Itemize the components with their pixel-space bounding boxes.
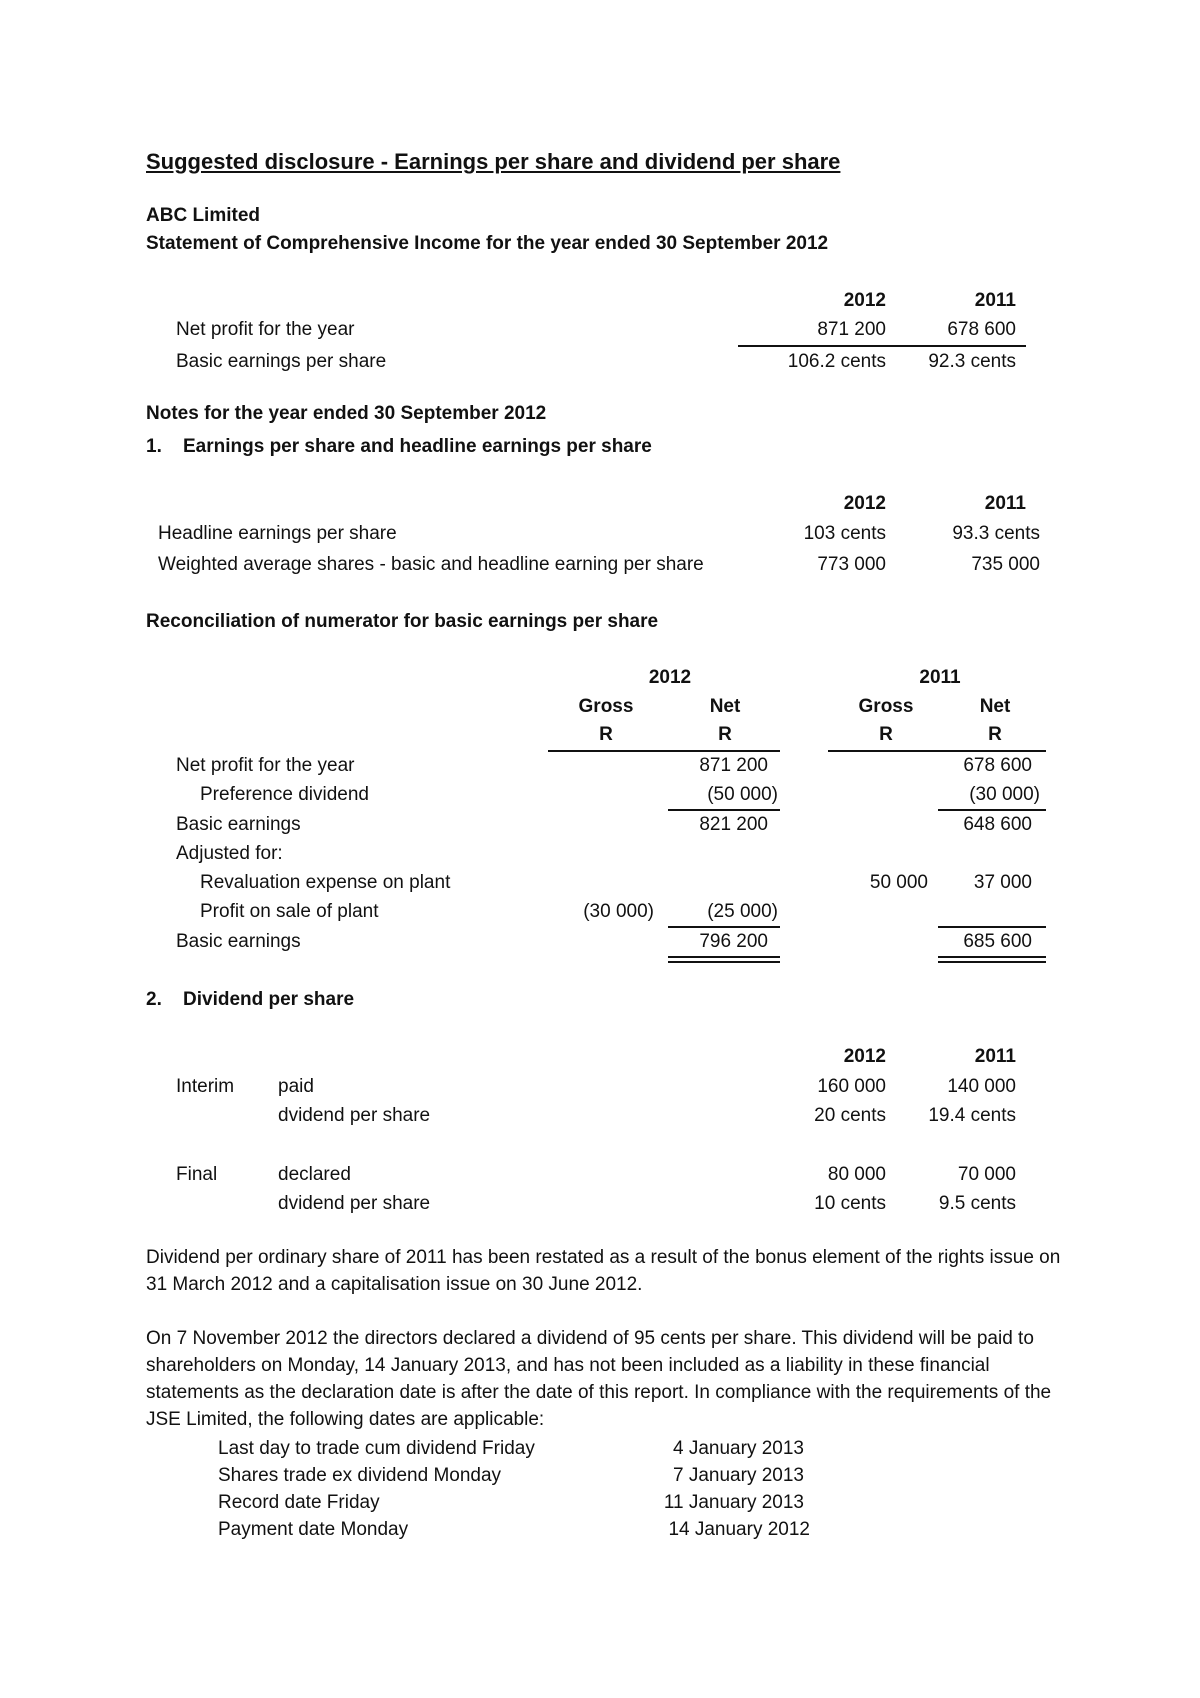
recon-currency-net-2012: R	[718, 724, 732, 745]
soci-row-label: Net profit for the year	[176, 319, 355, 340]
date-item-value: 14 January 2012	[668, 1519, 810, 1540]
recon-gross-2012: Gross	[578, 696, 634, 717]
note1-row-value-2012: 103 cents	[803, 523, 886, 544]
recon-row-net-2011: 678 600	[963, 755, 1032, 776]
soci-row-value-2011: 678 600	[947, 319, 1016, 340]
recon-year-2012: 2012	[648, 667, 692, 688]
note2-row-value-2012: 10 cents	[814, 1193, 886, 1214]
soci-row-value-2012: 871 200	[817, 319, 886, 340]
notes-title: Notes for the year ended 30 September 2012	[146, 403, 547, 424]
note2-row-label: dvidend per share	[278, 1105, 431, 1126]
soci-col-2011: 2011	[974, 290, 1016, 311]
recon-double-rule-2011	[938, 956, 1046, 963]
recon-row-net-2012: (25 000)	[707, 901, 778, 922]
recon-gross-2011: Gross	[858, 696, 914, 717]
soci-row-value-2011: 92.3 cents	[928, 351, 1016, 372]
soci-row-value-2012: 106.2 cents	[787, 351, 886, 372]
recon-net-2012: Net	[709, 696, 741, 717]
note2-col-2012: 2012	[843, 1046, 886, 1067]
recon-total-rule-2011	[938, 926, 1046, 928]
page-title: Suggested disclosure - Earnings per share and dividend per share	[146, 149, 841, 174]
recon-currency-net-2011: R	[988, 724, 1002, 745]
recon-row-net-2011: 37 000	[973, 872, 1032, 893]
note2-row-type: Final	[176, 1164, 218, 1185]
recon-currency-gross-2012: R	[599, 724, 613, 745]
recon-row-net-2012: 871 200	[699, 755, 768, 776]
date-item-label: Shares trade ex dividend Monday	[218, 1465, 502, 1486]
note1-col-2012: 2012	[843, 493, 886, 514]
recon-row-net-2011: 648 600	[963, 814, 1032, 835]
date-item-label: Last day to trade cum dividend Friday	[218, 1438, 535, 1459]
note2-row-value-2011: 9.5 cents	[938, 1193, 1016, 1214]
recon-row-label: Basic earnings	[176, 931, 301, 952]
company-name: ABC Limited	[146, 205, 260, 226]
note2-col-2011: 2011	[974, 1046, 1016, 1067]
date-item-label: Record date Friday	[218, 1492, 380, 1513]
recon-double-rule-2012	[668, 956, 780, 963]
statement-title: Statement of Comprehensive Income for the year ended 30 September 2012	[146, 233, 829, 254]
note2-row-value-2011: 140 000	[947, 1076, 1016, 1097]
recon-row-net-2012: 821 200	[699, 814, 768, 835]
recon-currency-gross-2011: R	[879, 724, 893, 745]
date-item-value: 11 January 2013	[663, 1492, 804, 1513]
restatement-paragraph: Dividend per ordinary share of 2011 has been restated as a result of the bonus element of the rights issue on 31 March 2012 and a capitalisation issue on 30 June 2012.	[146, 1247, 1061, 1295]
recon-row-label: Profit on sale of plant	[200, 901, 379, 922]
note1-row-label: Weighted average shares - basic and headline earning per share	[158, 554, 704, 575]
recon-row-net-2011: (30 000)	[969, 784, 1040, 805]
recon-header-rule-2012	[548, 750, 780, 752]
recon-net-2011: Net	[979, 696, 1011, 717]
date-item-value: 4 January 2013	[673, 1438, 804, 1459]
note2-row-value-2012: 20 cents	[814, 1105, 886, 1126]
note1-row-label: Headline earnings per share	[158, 523, 397, 544]
note2-row-label: dvidend per share	[278, 1193, 431, 1214]
note1-title: Earnings per share and headline earnings per share	[183, 436, 652, 457]
recon-row-net-2012: 796 200	[699, 931, 768, 952]
note2-row-value-2012: 80 000	[827, 1164, 886, 1185]
note2-row-value-2011: 70 000	[957, 1164, 1016, 1185]
note1-row-value-2011: 735 000	[971, 554, 1040, 575]
note1-row-value-2012: 773 000	[817, 554, 886, 575]
recon-row-label: Adjusted for:	[176, 843, 283, 864]
soci-divider	[738, 345, 1026, 347]
recon-row-label: Net profit for the year	[176, 755, 355, 776]
note2-title: Dividend per share	[183, 989, 355, 1010]
recon-row-label: Preference dividend	[200, 784, 369, 805]
recon-row-gross-2012: (30 000)	[583, 901, 654, 922]
dividend-declaration-paragraph: On 7 November 2012 the directors declared a dividend of 95 cents per share. This dividend will be paid to shareholders on Monday, 14 January 2013, and has not been included as a liability in these financial statements as the declaration date is after the date of this report. In compliance with the requirements of the JSE Limited, the following dates are applicable:	[146, 1328, 1052, 1430]
note2-row-label: declared	[278, 1164, 351, 1185]
note2-row-type: Interim	[176, 1076, 235, 1097]
recon-row-net-2011: 685 600	[963, 931, 1032, 952]
recon-row-label: Revaluation expense on plant	[200, 872, 451, 893]
note1-col-2011: 2011	[984, 493, 1026, 514]
note1-row-value-2011: 93.3 cents	[952, 523, 1040, 544]
note1-number: 1.	[146, 436, 162, 457]
date-item-value: 7 January 2013	[673, 1465, 804, 1486]
note2-row-value-2011: 19.4 cents	[928, 1105, 1016, 1126]
soci-row-label: Basic earnings per share	[176, 351, 387, 372]
recon-subtotal-rule-2011	[938, 809, 1046, 811]
reconciliation-title: Reconciliation of numerator for basic earnings per share	[146, 611, 659, 632]
recon-row-label: Basic earnings	[176, 814, 301, 835]
date-item-label: Payment date Monday	[218, 1519, 409, 1540]
recon-total-rule-2012	[668, 926, 780, 928]
soci-col-2012: 2012	[843, 290, 886, 311]
recon-subtotal-rule-2012	[668, 809, 780, 811]
recon-row-gross-2011: 50 000	[869, 872, 928, 893]
note2-number: 2.	[146, 989, 162, 1010]
note2-row-label: paid	[278, 1076, 314, 1097]
recon-row-net-2012: (50 000)	[707, 784, 778, 805]
recon-year-2011: 2011	[919, 667, 961, 688]
recon-header-rule-2011	[828, 750, 1046, 752]
note2-row-value-2012: 160 000	[817, 1076, 886, 1097]
